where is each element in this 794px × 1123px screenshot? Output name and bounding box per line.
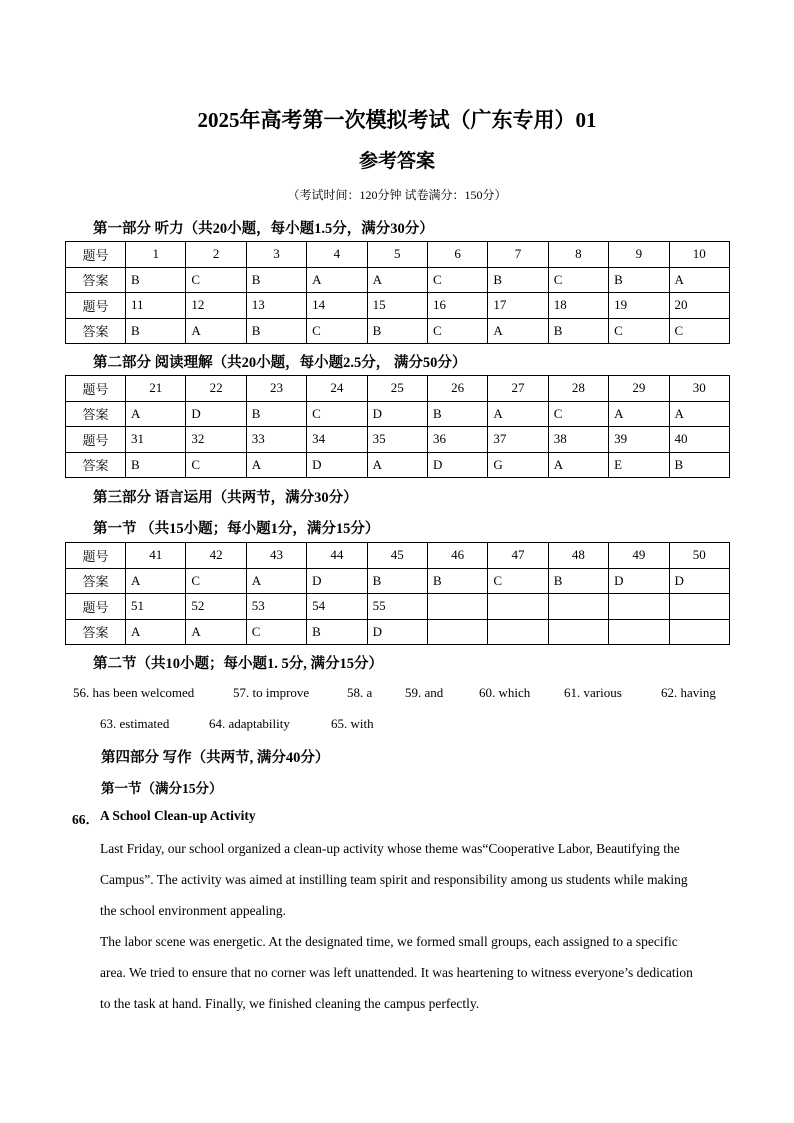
question-number-cell bbox=[427, 594, 487, 620]
answer-row bbox=[66, 543, 730, 569]
question-number-cell: 33 bbox=[246, 427, 306, 453]
answer-cell: A bbox=[126, 568, 186, 594]
fill-answer: 64. adaptability bbox=[209, 716, 290, 731]
answer-cell: B bbox=[609, 267, 669, 293]
question-number-cell: 40 bbox=[669, 427, 729, 453]
answer-cell: D bbox=[427, 452, 487, 478]
part3-section2-heading: 第二节（共10小题；每小题1. 5分, 满分15分） bbox=[93, 656, 383, 672]
answer-cell: B bbox=[126, 452, 186, 478]
question-number-cell: 52 bbox=[186, 594, 246, 620]
part4-heading: 第四部分 写作（共两节, 满分40分） bbox=[101, 750, 330, 766]
answer-cell: A bbox=[488, 401, 548, 427]
row-label: 题号 bbox=[66, 594, 126, 620]
answer-row bbox=[66, 376, 730, 402]
part2-heading: 第二部分 阅读理解（共20小题，每小题2.5分， 满分50分） bbox=[93, 355, 467, 371]
answer-cell: C bbox=[427, 267, 487, 293]
answer-cell: D bbox=[307, 452, 367, 478]
question-number-cell: 16 bbox=[427, 293, 487, 319]
question-number-cell: 11 bbox=[126, 293, 186, 319]
question-number-cell: 45 bbox=[367, 543, 427, 569]
question-number-cell: 14 bbox=[307, 293, 367, 319]
question-number-cell: 32 bbox=[186, 427, 246, 453]
answer-cell: B bbox=[427, 401, 487, 427]
part3-heading: 第三部分 语言运用（共两节，满分30分） bbox=[93, 490, 358, 506]
question-number-cell: 24 bbox=[307, 376, 367, 402]
exam-meta: （考试时间：120分钟 试卷满分：150分） bbox=[287, 188, 507, 202]
part2-answer-table bbox=[65, 375, 730, 478]
row-label: 题号 bbox=[66, 543, 126, 569]
answer-cell: C bbox=[609, 318, 669, 344]
answer-cell: B bbox=[367, 318, 427, 344]
question-number-cell: 44 bbox=[307, 543, 367, 569]
answer-cell: G bbox=[488, 452, 548, 478]
answer-cell: A bbox=[126, 401, 186, 427]
question-number-cell: 50 bbox=[669, 543, 729, 569]
question-number-cell bbox=[609, 594, 669, 620]
essay-title: A School Clean-up Activity bbox=[100, 808, 256, 823]
question-number-cell: 35 bbox=[367, 427, 427, 453]
question-number-cell: 36 bbox=[427, 427, 487, 453]
answer-cell bbox=[669, 619, 729, 645]
fill-answer: 58. a bbox=[347, 685, 373, 700]
question-number-cell: 8 bbox=[548, 242, 608, 268]
row-label: 答案 bbox=[66, 318, 126, 344]
question-number-cell: 13 bbox=[246, 293, 306, 319]
part3-section1-answer-table bbox=[65, 542, 730, 645]
question-number-cell: 25 bbox=[367, 376, 427, 402]
answer-row bbox=[66, 568, 730, 594]
question-number-cell: 4 bbox=[307, 242, 367, 268]
answer-cell: A bbox=[307, 267, 367, 293]
question-number-cell: 21 bbox=[126, 376, 186, 402]
essay-line: Campus”. The activity was aimed at instilling team spirit and responsibility among us students while making bbox=[100, 872, 688, 887]
answer-cell: A bbox=[246, 452, 306, 478]
answer-row bbox=[66, 401, 730, 427]
question-number-cell: 22 bbox=[186, 376, 246, 402]
question-number-cell: 23 bbox=[246, 376, 306, 402]
answer-cell bbox=[548, 619, 608, 645]
answer-cell bbox=[427, 619, 487, 645]
answer-row bbox=[66, 293, 730, 319]
answer-cell: A bbox=[669, 267, 729, 293]
question-number-cell: 26 bbox=[427, 376, 487, 402]
answer-cell: C bbox=[488, 568, 548, 594]
answer-cell bbox=[488, 619, 548, 645]
question-number-cell: 7 bbox=[488, 242, 548, 268]
answer-row bbox=[66, 318, 730, 344]
row-label: 答案 bbox=[66, 452, 126, 478]
answer-cell: C bbox=[669, 318, 729, 344]
answer-cell bbox=[609, 619, 669, 645]
answer-cell: C bbox=[186, 452, 246, 478]
question-number-cell: 5 bbox=[367, 242, 427, 268]
answer-cell: B bbox=[246, 318, 306, 344]
question-number-cell: 9 bbox=[609, 242, 669, 268]
answer-cell: B bbox=[246, 401, 306, 427]
answer-cell: D bbox=[307, 568, 367, 594]
answer-row bbox=[66, 427, 730, 453]
answer-cell: B bbox=[126, 267, 186, 293]
row-label: 答案 bbox=[66, 267, 126, 293]
row-label: 题号 bbox=[66, 293, 126, 319]
question-number-cell: 18 bbox=[548, 293, 608, 319]
answer-cell: C bbox=[427, 318, 487, 344]
essay-number: 66． bbox=[72, 812, 99, 827]
question-number-cell: 53 bbox=[246, 594, 306, 620]
answer-cell: D bbox=[367, 619, 427, 645]
question-number-cell: 20 bbox=[669, 293, 729, 319]
row-label: 答案 bbox=[66, 401, 126, 427]
fill-answer: 60. which bbox=[479, 685, 531, 700]
question-number-cell bbox=[669, 594, 729, 620]
question-number-cell: 43 bbox=[246, 543, 306, 569]
answer-cell: B bbox=[488, 267, 548, 293]
essay-line: area. We tried to ensure that no corner was left unattended. It was heartening to witness everyone’s dedication bbox=[100, 965, 693, 980]
question-number-cell: 12 bbox=[186, 293, 246, 319]
question-number-cell bbox=[488, 594, 548, 620]
answer-cell: A bbox=[548, 452, 608, 478]
fill-answer: 56. has been welcomed bbox=[73, 685, 195, 700]
answer-row bbox=[66, 267, 730, 293]
answer-cell: D bbox=[367, 401, 427, 427]
answer-cell: B bbox=[548, 568, 608, 594]
question-number-cell: 49 bbox=[609, 543, 669, 569]
answer-cell: D bbox=[669, 568, 729, 594]
answer-cell: C bbox=[307, 401, 367, 427]
question-number-cell: 48 bbox=[548, 543, 608, 569]
answer-row bbox=[66, 594, 730, 620]
answer-cell: A bbox=[488, 318, 548, 344]
essay-line: to the task at hand. Finally, we finished cleaning the campus perfectly. bbox=[100, 996, 480, 1011]
answer-cell: A bbox=[246, 568, 306, 594]
question-number-cell: 30 bbox=[669, 376, 729, 402]
question-number-cell: 31 bbox=[126, 427, 186, 453]
essay-line: The labor scene was energetic. At the designated time, we formed small groups, each assigned to a specific bbox=[100, 934, 678, 949]
answer-cell: A bbox=[126, 619, 186, 645]
question-number-cell: 34 bbox=[307, 427, 367, 453]
answer-cell: C bbox=[548, 267, 608, 293]
part1-answer-table bbox=[65, 241, 730, 344]
part4-section1-heading: 第一节（满分15分） bbox=[101, 781, 223, 796]
question-number-cell: 54 bbox=[307, 594, 367, 620]
answer-cell: D bbox=[186, 401, 246, 427]
row-label: 题号 bbox=[66, 427, 126, 453]
question-number-cell: 37 bbox=[488, 427, 548, 453]
question-number-cell: 41 bbox=[126, 543, 186, 569]
answer-cell: B bbox=[669, 452, 729, 478]
question-number-cell: 2 bbox=[186, 242, 246, 268]
fill-answer: 65. with bbox=[331, 716, 374, 731]
answer-cell: A bbox=[186, 619, 246, 645]
question-number-cell: 51 bbox=[126, 594, 186, 620]
row-label: 题号 bbox=[66, 376, 126, 402]
answer-cell: B bbox=[367, 568, 427, 594]
page-title: 2025年高考第一次模拟考试（广东专用）01 bbox=[197, 108, 597, 132]
question-number-cell: 15 bbox=[367, 293, 427, 319]
essay-line: Last Friday, our school organized a clean-up activity whose theme was“Cooperative Labor, Beautifying the bbox=[100, 841, 680, 856]
answer-cell: C bbox=[246, 619, 306, 645]
row-label: 答案 bbox=[66, 568, 126, 594]
row-label: 答案 bbox=[66, 619, 126, 645]
answer-row bbox=[66, 242, 730, 268]
question-number-cell: 29 bbox=[609, 376, 669, 402]
answer-row bbox=[66, 452, 730, 478]
answer-cell: C bbox=[186, 568, 246, 594]
question-number-cell: 47 bbox=[488, 543, 548, 569]
answer-cell: B bbox=[246, 267, 306, 293]
answer-cell: C bbox=[307, 318, 367, 344]
answer-cell: D bbox=[609, 568, 669, 594]
fill-answer: 62. having bbox=[661, 685, 716, 700]
answer-cell: A bbox=[669, 401, 729, 427]
question-number-cell: 38 bbox=[548, 427, 608, 453]
question-number-cell: 42 bbox=[186, 543, 246, 569]
question-number-cell: 6 bbox=[427, 242, 487, 268]
answer-cell: A bbox=[609, 401, 669, 427]
answer-cell: A bbox=[367, 267, 427, 293]
question-number-cell: 17 bbox=[488, 293, 548, 319]
answer-cell: B bbox=[548, 318, 608, 344]
answer-cell: C bbox=[548, 401, 608, 427]
part3-section1-heading: 第一节 （共15小题；每小题1分，满分15分） bbox=[93, 521, 380, 537]
part1-heading: 第一部分 听力（共20小题，每小题1.5分，满分30分） bbox=[93, 221, 434, 237]
question-number-cell bbox=[548, 594, 608, 620]
fill-answer: 63. estimated bbox=[100, 716, 170, 731]
question-number-cell: 55 bbox=[367, 594, 427, 620]
answer-cell: A bbox=[367, 452, 427, 478]
question-number-cell: 19 bbox=[609, 293, 669, 319]
answer-cell: C bbox=[186, 267, 246, 293]
row-label: 题号 bbox=[66, 242, 126, 268]
question-number-cell: 46 bbox=[427, 543, 487, 569]
question-number-cell: 28 bbox=[548, 376, 608, 402]
page-subtitle: 参考答案 bbox=[358, 151, 435, 172]
fill-answer: 59. and bbox=[405, 685, 444, 700]
question-number-cell: 39 bbox=[609, 427, 669, 453]
answer-cell: E bbox=[609, 452, 669, 478]
question-number-cell: 3 bbox=[246, 242, 306, 268]
question-number-cell: 1 bbox=[126, 242, 186, 268]
question-number-cell: 10 bbox=[669, 242, 729, 268]
answer-cell: B bbox=[427, 568, 487, 594]
answer-row bbox=[66, 619, 730, 645]
fill-answer: 61. various bbox=[564, 685, 622, 700]
answer-cell: B bbox=[126, 318, 186, 344]
question-number-cell: 27 bbox=[488, 376, 548, 402]
answer-cell: B bbox=[307, 619, 367, 645]
essay-line: the school environment appealing. bbox=[100, 903, 286, 918]
answer-cell: A bbox=[186, 318, 246, 344]
fill-answer: 57. to improve bbox=[233, 685, 310, 700]
